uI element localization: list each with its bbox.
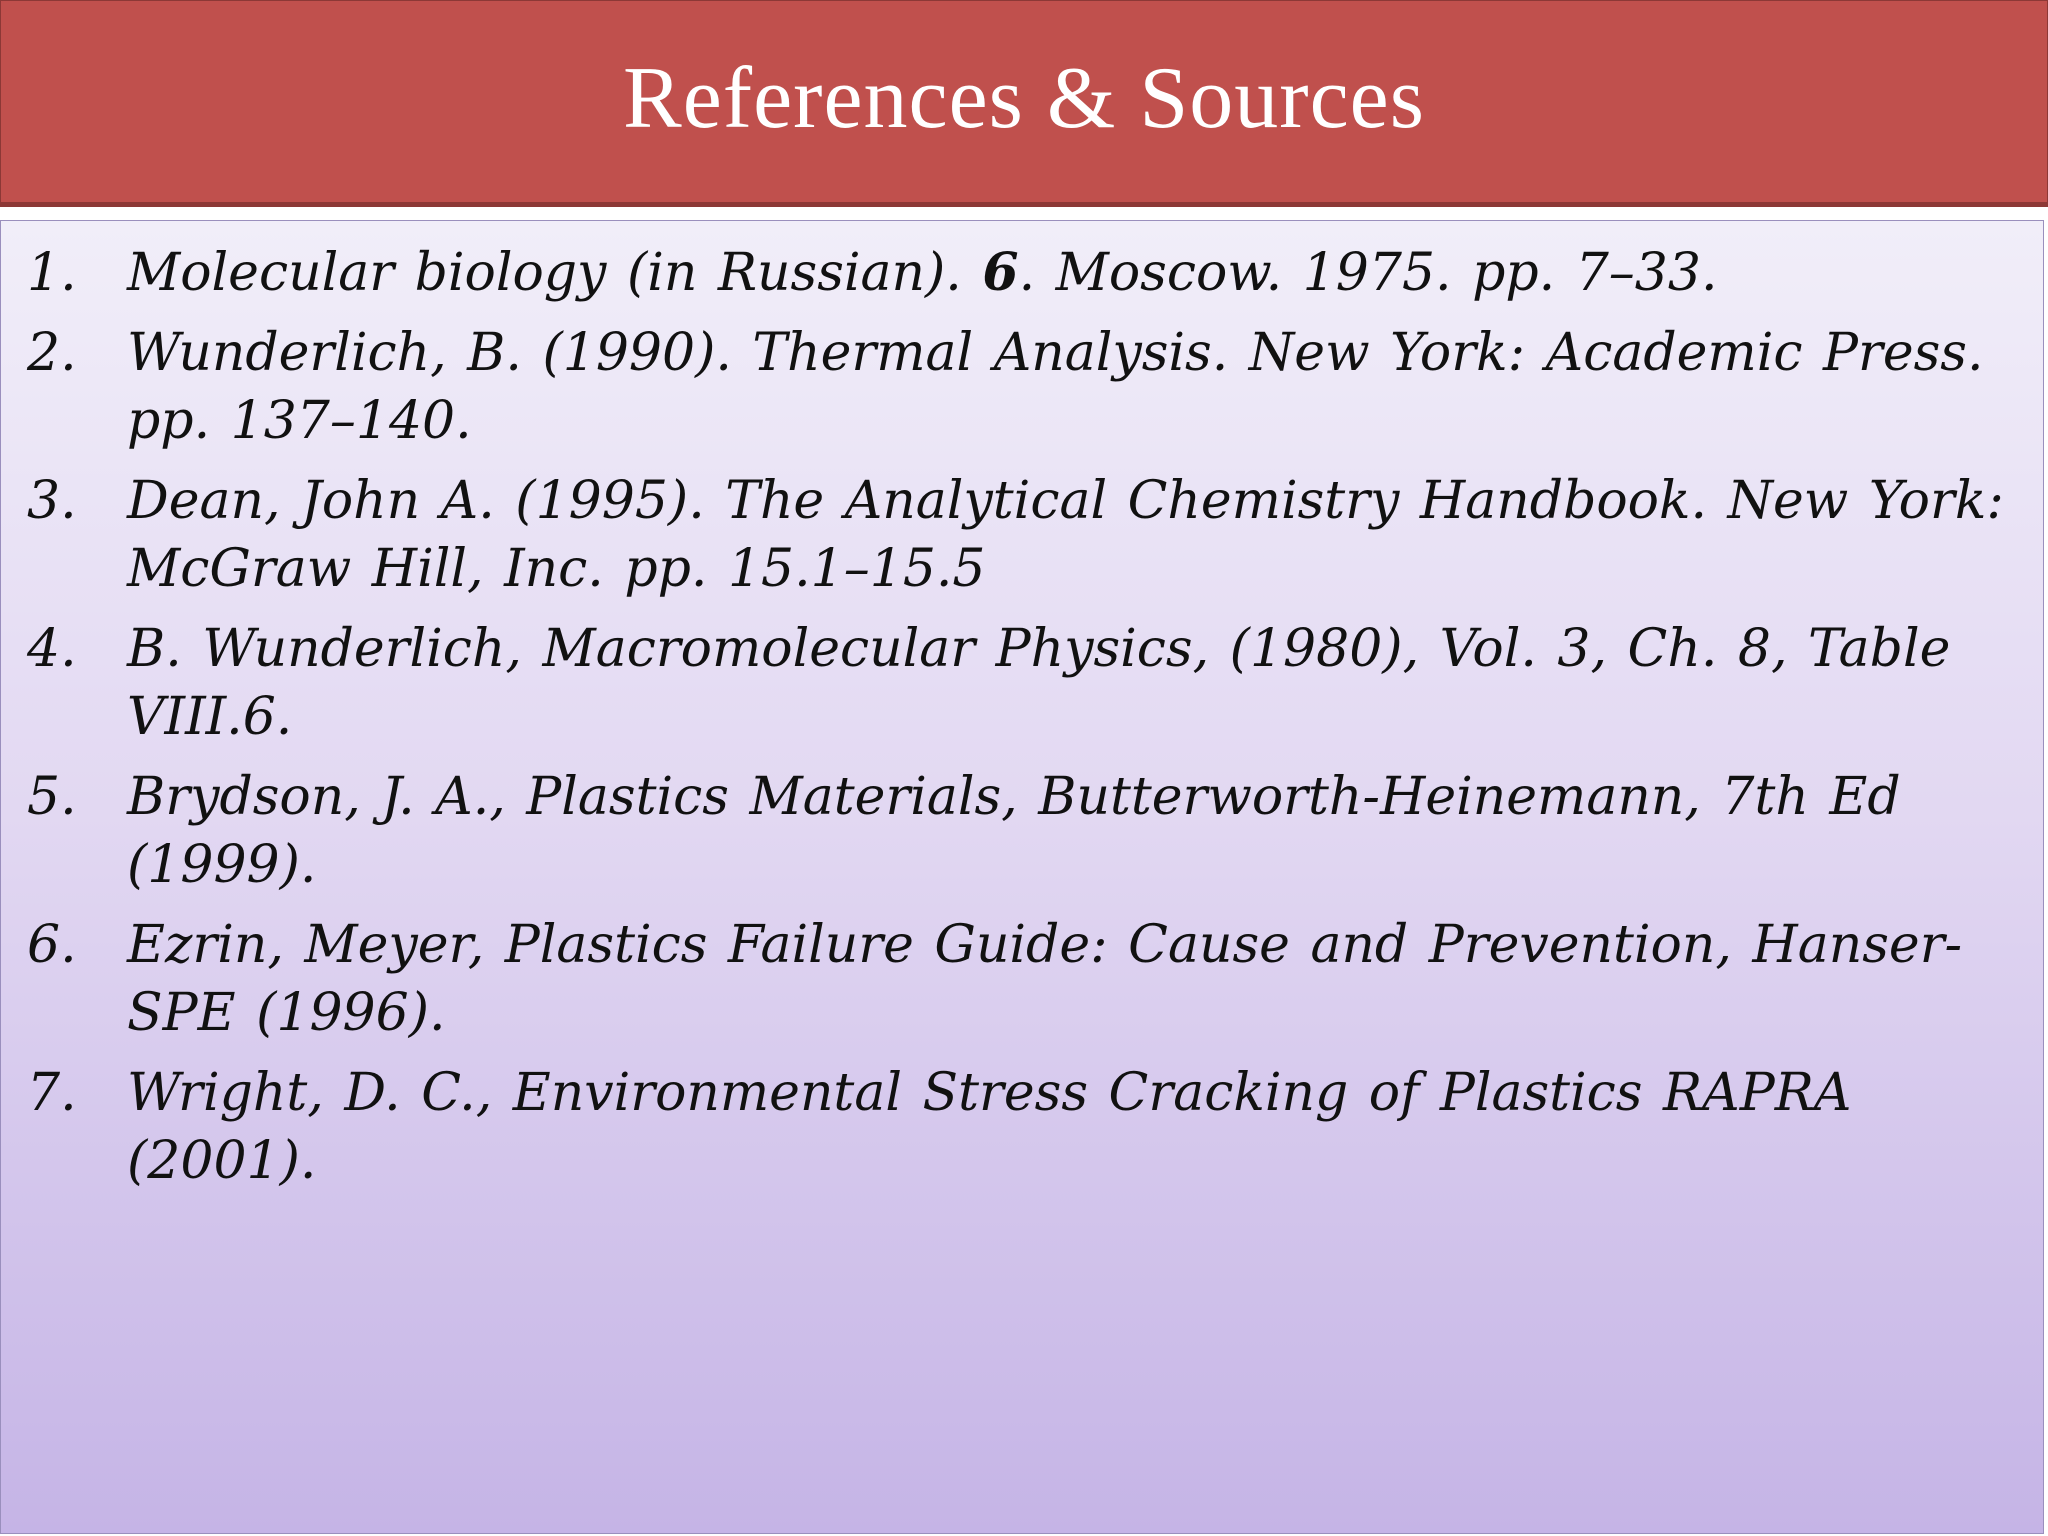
reference-text: B. Wunderlich, Macromolecular Physics, (1980), Vol. 3, Ch. 8, Table VIII.6.: [127, 619, 1951, 747]
reference-number: 3.: [27, 471, 77, 531]
reference-text: [127, 239, 2013, 307]
reference-item-1: [27, 239, 2013, 307]
reference-text: Wright, D. C., Environmental Stress Cracking of Plastics RAPRA (2001).: [127, 1063, 1852, 1191]
title-bar: [0, 0, 2048, 207]
reference-item-2: [27, 319, 2013, 455]
reference-number: 1.: [27, 243, 77, 303]
reference-volume-bold: 6: [982, 242, 1019, 303]
reference-text: Dean, John A. (1995). The Analytical Chemistry Handbook. New York: McGraw Hill, Inc. pp. 15.1–15.5: [127, 471, 2004, 599]
reference-item-5: [27, 763, 2013, 899]
reference-list: [27, 239, 2013, 1207]
reference-number: 7.: [27, 1063, 77, 1123]
reference-item-6: [27, 911, 2013, 1047]
reference-item-4: [27, 615, 2013, 751]
reference-item-3: [27, 467, 2013, 603]
slide-title: References & Sources: [623, 50, 1425, 147]
reference-text: Wunderlich, B. (1990). Thermal Analysis. New York: Academic Press. pp. 137–140.: [127, 323, 1984, 451]
reference-number: 4.: [27, 619, 77, 679]
reference-text: Brydson, J. A., Plastics Materials, Butterworth-Heinemann, 7th Ed (1999).: [127, 767, 1901, 895]
reference-number: 5.: [27, 767, 77, 827]
reference-number: 2.: [27, 323, 77, 383]
reference-text-part: . Moscow. 1975. pp. 7–33.: [1018, 243, 1718, 303]
reference-text-part: Molecular biology (in Russian).: [127, 243, 983, 303]
reference-text: Ezrin, Meyer, Plastics Failure Guide: Cause and Prevention, Hanser-SPE (1996).: [127, 915, 1963, 1043]
reference-number: 6.: [27, 915, 77, 975]
references-panel: [0, 220, 2044, 1534]
reference-item-7: [27, 1059, 2013, 1195]
